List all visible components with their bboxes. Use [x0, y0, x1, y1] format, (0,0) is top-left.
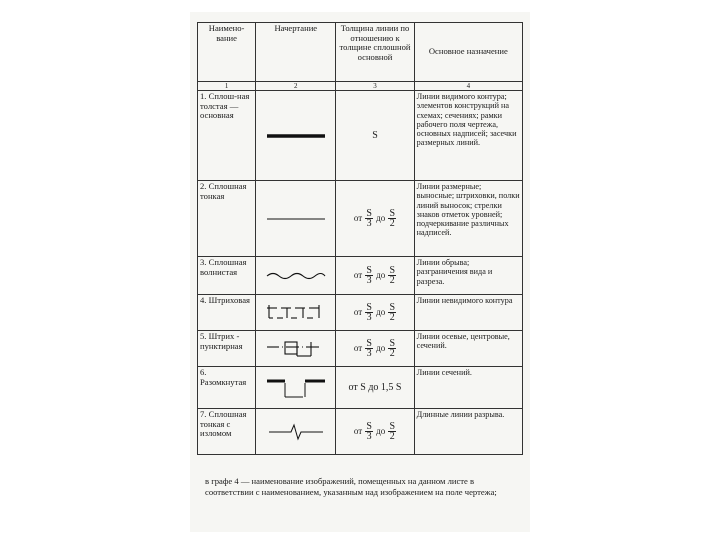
row-name: 3. Сплошная волнистая [198, 257, 256, 295]
fraction-den: 3 [366, 312, 372, 323]
row-purpose: Линии сечений. [414, 367, 522, 409]
row-name: 5. Штрих - пунктирная [198, 331, 256, 367]
row-purpose: Длинные линии разрыва. [414, 409, 522, 455]
table-row [198, 409, 523, 455]
line-sample [256, 295, 336, 331]
fraction-den: 3 [366, 218, 372, 229]
thickness-to: до [376, 212, 386, 223]
row-name: 7. Сплошная тонкая с изломом [198, 409, 256, 455]
row-purpose: Линии видимого контура; элементов конструкций на схемах; сечениях; рамки рабочего поля чертежа, основных надписей; засечки размерных линий. [414, 91, 522, 181]
wavy-line-icon [263, 270, 329, 282]
fraction-num: S [389, 265, 396, 276]
row-purpose: Линии невидимого контура [414, 295, 522, 331]
fraction-num: S [366, 208, 372, 219]
fraction-num: S [389, 421, 396, 432]
solid-thin-line-icon [263, 214, 329, 224]
fraction-num: S [366, 338, 372, 349]
thickness-to: до [376, 269, 386, 280]
dashed-line-icon [263, 302, 329, 324]
fraction-den: 2 [389, 348, 395, 359]
row-purpose: Линии обрыва; разграничения вида и разреза. [414, 257, 522, 295]
fraction-num: S [389, 338, 396, 349]
table-row [198, 181, 523, 257]
row-name: 4. Штриховая [198, 295, 256, 331]
line-types-table [197, 22, 523, 455]
solid-thick-line-icon [263, 131, 329, 141]
header-thickness: Толщина линии по отношению к толщине сплошной основной [336, 23, 414, 82]
row-thickness [336, 331, 414, 367]
row-name: 1. Сплош-ная толстая — основная [198, 91, 256, 181]
row-name: 2. Сплошная тонкая [198, 181, 256, 257]
column-number-row [198, 82, 523, 91]
table-row [198, 295, 523, 331]
fraction-den: 2 [389, 275, 395, 286]
line-sample [256, 257, 336, 295]
row-name: 6. Разомкнутая [198, 367, 256, 409]
row-thickness [336, 257, 414, 295]
thickness-from: от [353, 269, 363, 280]
break-zigzag-line-icon [263, 421, 329, 443]
fraction-num: S [366, 265, 372, 276]
line-sample [256, 91, 336, 181]
fraction-den: 2 [389, 312, 395, 323]
fraction-num: S [389, 208, 396, 219]
fraction-den: 2 [389, 218, 395, 229]
row-thickness [336, 295, 414, 331]
open-line-icon [263, 375, 329, 401]
fraction-den: 2 [389, 431, 395, 442]
line-sample [256, 331, 336, 367]
fraction-num: S [366, 421, 372, 432]
header-name: Наимено-вание [198, 23, 256, 82]
column-number: 3 [336, 82, 414, 91]
row-thickness: от S до 1,5 S [336, 367, 414, 409]
fraction-den: 3 [366, 431, 372, 442]
thickness-from: от [353, 425, 363, 436]
table-row [198, 331, 523, 367]
fraction-num: S [366, 302, 372, 313]
table-header-row [198, 23, 523, 82]
line-sample [256, 367, 336, 409]
line-sample [256, 181, 336, 257]
table-row [198, 367, 523, 409]
thickness-from: от [353, 342, 363, 353]
column-number: 4 [414, 82, 522, 91]
thickness-to: до [376, 425, 386, 436]
row-thickness: S [336, 91, 414, 181]
row-purpose: Линии размерные; выносные; штриховки, полки линий выносок; стрелки знаков отметок уровней; подчеркивание различных надписей. [414, 181, 522, 257]
fraction-den: 3 [366, 348, 372, 359]
header-drawing: Начертание [256, 23, 336, 82]
thickness-to: до [376, 342, 386, 353]
dash-dot-line-icon [263, 338, 329, 360]
thickness-to: до [376, 306, 386, 317]
thickness-from: от [353, 212, 363, 223]
line-sample [256, 409, 336, 455]
table-row [198, 91, 523, 181]
header-purpose: Основное назначение [414, 23, 522, 82]
row-purpose: Линии осевые, центровые, сечений. [414, 331, 522, 367]
row-thickness [336, 409, 414, 455]
column-number: 2 [256, 82, 336, 91]
footnote-text: в графе 4 — наименование изображений, помещенных на данном листе в соответствии с наименованием, указанным над изображением на поле чертежа; [205, 476, 497, 497]
fraction-num: S [389, 302, 396, 313]
column-number: 1 [198, 82, 256, 91]
thickness-from: от [353, 306, 363, 317]
row-thickness [336, 181, 414, 257]
table-row [198, 257, 523, 295]
fraction-den: 3 [366, 275, 372, 286]
